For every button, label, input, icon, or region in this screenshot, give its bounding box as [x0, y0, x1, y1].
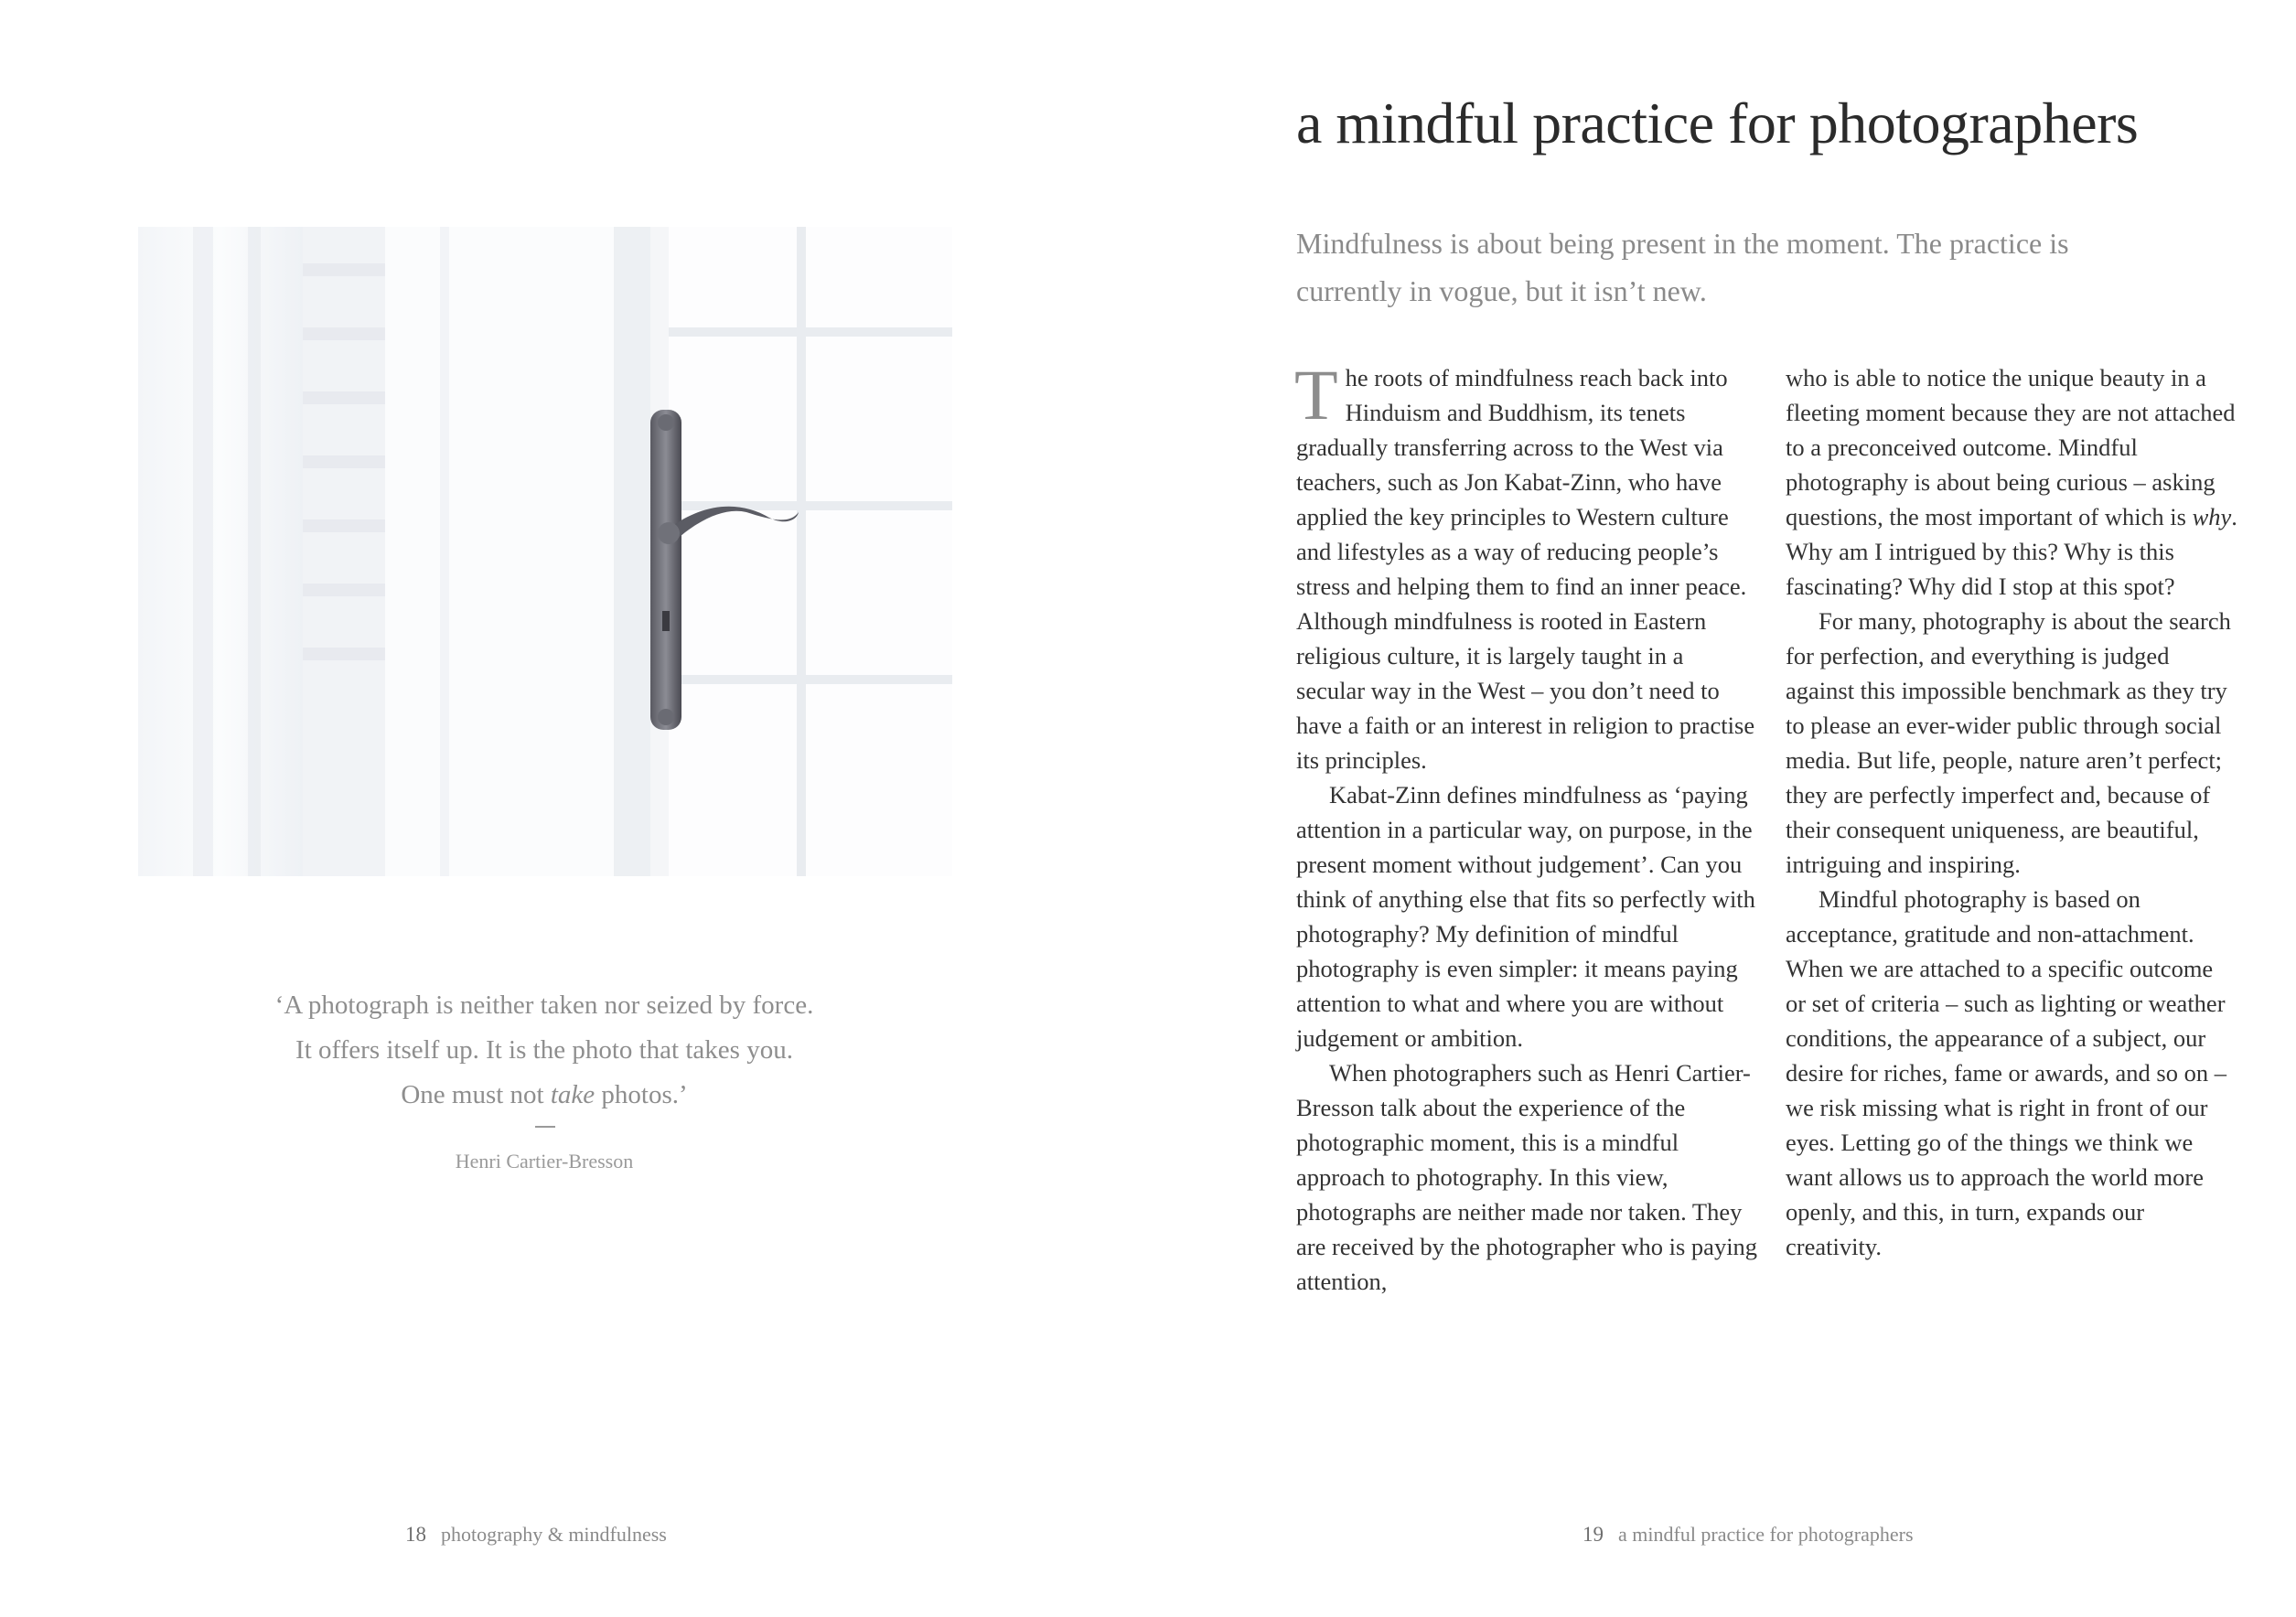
paragraph-text: . Why am I intrigued by this? Why is this fascinating? Why did I stop at this spot?	[1786, 503, 2237, 600]
body-column-1	[1294, 355, 1758, 1299]
emphasis-word: why	[2192, 503, 2232, 530]
right-page	[1148, 0, 2296, 1617]
paragraph-text: he roots of mindfulness reach back into Hinduism and Buddhism, its tenets gradually transferring across to the West via teachers, such as Jon Kabat-Zinn, who have applied the key principles to Western culture and lifestyles as a way of reducing people’s stress and helping them to find an inner peace. Although mindfulness is rooted in Eastern religious culture, it is largely taught in a secular way in the West – you don’t need to have a faith or an interest in religion to practise its principles.	[1296, 364, 1755, 774]
running-title-right: a mindful practice for photographers	[1618, 1523, 1914, 1546]
quote-text-emphasis: take	[550, 1080, 595, 1109]
left-page-folio	[405, 1523, 667, 1547]
page-number-left: 18	[405, 1523, 426, 1546]
door-handle-illustration	[138, 227, 952, 876]
body-column-2	[1786, 360, 2238, 1264]
window-door-handle-photo	[138, 227, 952, 876]
body-paragraph	[1786, 360, 2238, 604]
quote-author: Henri Cartier-Bresson	[455, 1150, 634, 1173]
body-paragraph: Kabat-Zinn defines mindfulness as ‘paying attention in a particular way, on purpose, in the present moment without judgement’. Can you think of anything else that fits so perfectly with photography? My definition of mindful photography is even simpler: it means paying attention to what and where you are without judgement or ambition.	[1296, 781, 1755, 1052]
body-paragraph: When photographers such as Henri Cartier-Bresson talk about the experience of the photographic moment, this is a mindful approach to photography. In this view, photographs are neither made nor taken. They are received by the photographer who is paying attention,	[1296, 1059, 1758, 1295]
body-paragraph: For many, photography is about the search for perfection, and everything is judged against this impossible benchmark as they try to please an ever-wider public through social media. But life, people, nature aren’t perfect; they are perfectly imperfect and, because of their consequent uniqueness, are beautiful, intriguing and inspiring.	[1786, 607, 2231, 878]
right-page-folio	[1583, 1523, 1914, 1547]
lead-paragraph: Mindfulness is about being present in the moment. The practice is currently in vogue, but it isn’t new.	[1296, 227, 2069, 307]
body-paragraph	[1294, 355, 1758, 777]
page-title: a mindful practice for photographers	[1296, 91, 2139, 155]
quote-divider	[535, 1126, 555, 1128]
body-paragraph: Mindful photography is based on acceptance, gratitude and non-attachment. When we are attached to a specific outcome or set of criteria – such as lighting or weather conditions, the appearance of a subject, our desire for riches, fame or awards, and so on – we risk missing what is right in front of our eyes. Letting go of the things we think we want allows us to approach the world more openly, and this, in turn, expands our creativity.	[1786, 885, 2226, 1260]
quote-text-2: photos.’	[595, 1080, 688, 1109]
page-number-right: 19	[1583, 1523, 1604, 1546]
paragraph-text: who is able to notice the unique beauty in a fleeting moment because they are not attached to a preconceived outcome. Mindful photography is about being curious – asking questions, the most important of which is	[1786, 364, 2236, 530]
quote-text-1: ‘A photograph is neither taken nor seized by force. It offers itself up. It is the photo that takes you. One must not	[274, 991, 814, 1109]
drop-cap: T	[1294, 355, 1338, 434]
running-title-left: photography & mindfulness	[441, 1523, 667, 1546]
pull-quote	[274, 983, 814, 1118]
